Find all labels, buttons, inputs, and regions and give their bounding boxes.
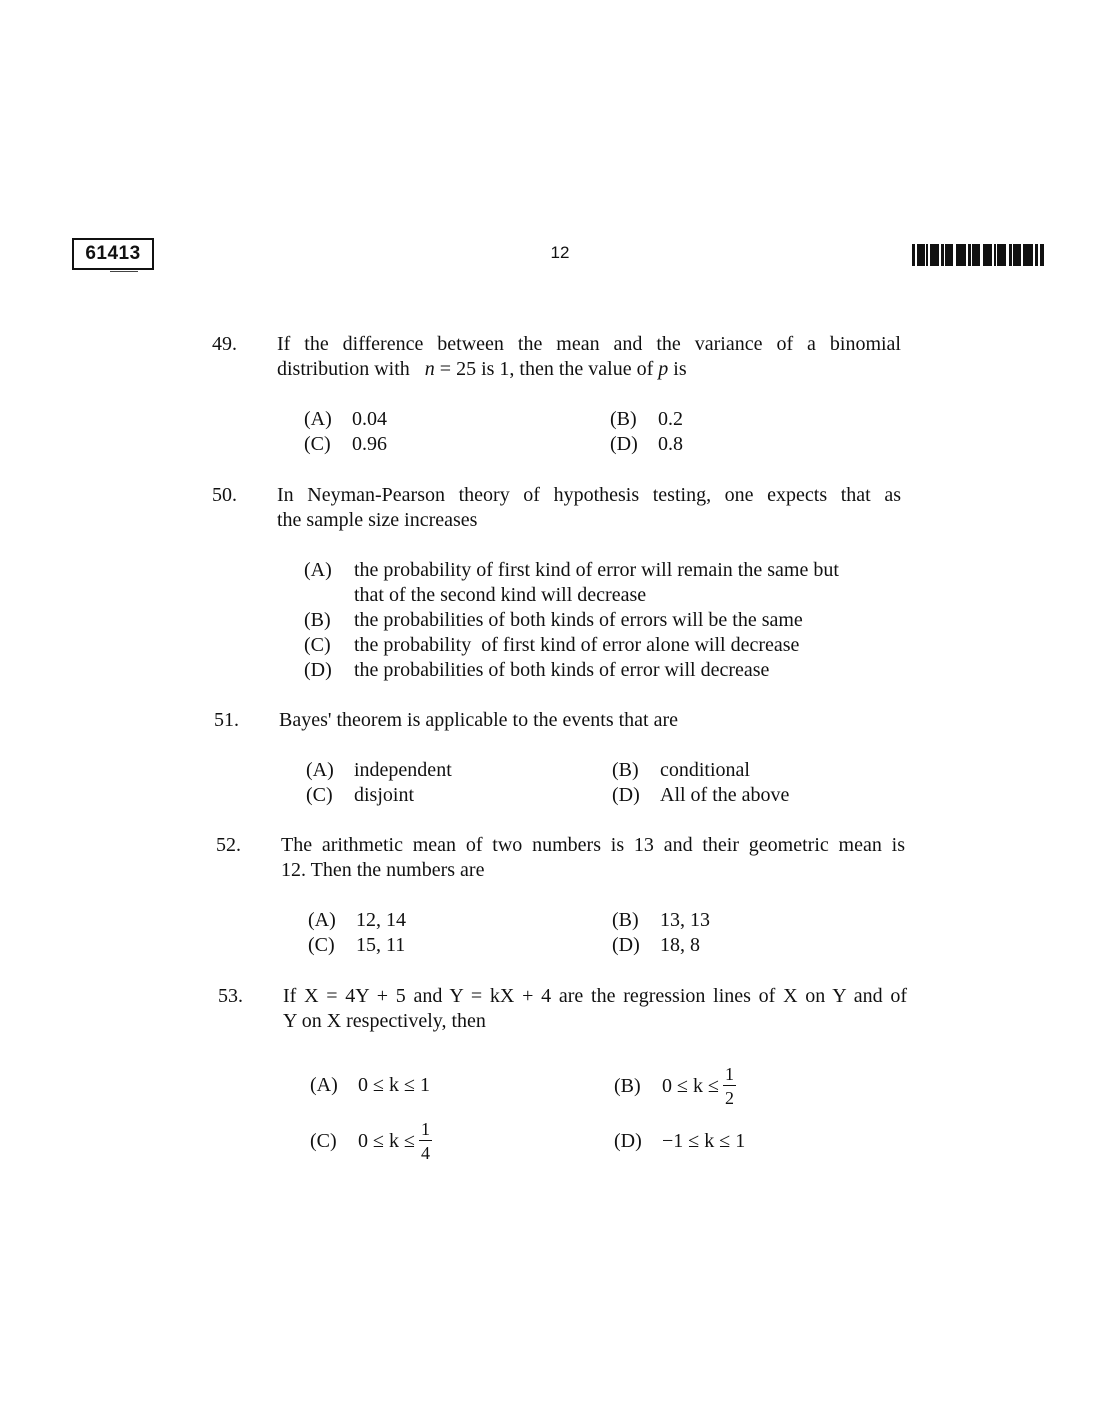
question-52-text-line1: The arithmetic mean of two numbers is 13 and their geometric mean is	[281, 834, 905, 856]
question-49-text-part: is	[668, 358, 687, 380]
question-53-option-d[interactable]	[614, 1129, 745, 1154]
option-label: (B)	[612, 759, 639, 781]
option-label: (D)	[614, 1130, 642, 1152]
question-50-option-b[interactable]	[304, 608, 904, 633]
question-50-option-c[interactable]	[304, 633, 904, 658]
question-52-option-a[interactable]	[308, 908, 406, 933]
option-label: (A)	[304, 408, 332, 430]
fraction	[419, 1120, 432, 1162]
question-50-option-d[interactable]	[304, 658, 904, 683]
option-text: 0 ≤ k ≤	[662, 1074, 719, 1097]
question-49-text-part: distribution with	[277, 358, 410, 380]
question-53-option-c[interactable]	[310, 1115, 432, 1167]
fraction-numerator: 1	[724, 1064, 734, 1084]
question-49-var-p: p	[658, 358, 669, 380]
question-51-option-d[interactable]	[612, 783, 789, 808]
question-52-text-line2: 12. Then the numbers are	[281, 859, 485, 881]
fraction	[723, 1065, 736, 1107]
option-label: (B)	[614, 1074, 641, 1097]
option-text: 13, 13	[660, 909, 710, 931]
question-52-option-c[interactable]	[308, 933, 405, 958]
option-label: (C)	[304, 433, 331, 455]
question-52-option-b[interactable]	[612, 908, 710, 933]
barcode-image	[912, 244, 1044, 266]
option-label: (C)	[306, 784, 333, 806]
option-text: 0 ≤ k ≤ 1	[358, 1074, 430, 1096]
paper-code: 61413	[85, 243, 141, 264]
option-label: (D)	[612, 784, 640, 806]
option-text: conditional	[660, 759, 750, 781]
question-49-option-c[interactable]	[304, 432, 387, 457]
question-50-option-a[interactable]	[304, 558, 904, 608]
question-53-option-b[interactable]	[614, 1060, 736, 1112]
option-text: 15, 11	[356, 934, 406, 956]
option-text: 0.2	[658, 408, 683, 430]
question-49-text-part: = 25 is 1, then the value of	[434, 358, 659, 380]
option-label: (A)	[308, 909, 336, 931]
question-53-number: 53.	[218, 985, 243, 1007]
option-text: the probability of first kind of error will remain the same but that of the second kind will decrease	[354, 559, 839, 606]
option-text: All of the above	[660, 784, 790, 806]
question-53-text-line2: Y on X respectively, then	[283, 1010, 486, 1032]
option-text: −1 ≤ k ≤ 1	[662, 1130, 746, 1152]
option-text: 0 ≤ k ≤	[358, 1129, 415, 1152]
fraction-denominator: 2	[724, 1088, 734, 1108]
question-49-option-b[interactable]	[610, 407, 683, 432]
fraction-denominator: 4	[420, 1143, 430, 1163]
question-52-option-d[interactable]	[612, 933, 700, 958]
question-49-var-n: n	[424, 358, 435, 380]
option-label: (C)	[308, 934, 335, 956]
option-text: 12, 14	[356, 909, 406, 931]
paper-code-underline	[110, 271, 138, 272]
question-49-option-a[interactable]	[304, 407, 387, 432]
option-text: 0.96	[352, 433, 387, 455]
option-text: independent	[354, 759, 452, 781]
option-label: (B)	[612, 909, 639, 931]
question-52-number: 52.	[216, 834, 241, 856]
option-label: (D)	[304, 659, 332, 681]
page-number: 12	[550, 243, 570, 262]
option-label: (C)	[310, 1129, 337, 1152]
question-51-text-line1: Bayes' theorem is applicable to the events that are	[279, 709, 679, 731]
option-text: disjoint	[354, 784, 415, 806]
question-51-option-b[interactable]	[612, 758, 750, 783]
paper-code-box	[72, 238, 154, 270]
option-label: (D)	[612, 934, 640, 956]
question-51-number: 51.	[214, 709, 239, 731]
option-label: (A)	[306, 759, 334, 781]
question-49-option-d[interactable]	[610, 432, 683, 457]
fraction-numerator: 1	[420, 1119, 430, 1139]
question-51-option-c[interactable]	[306, 783, 414, 808]
question-50-number: 50.	[212, 484, 237, 506]
option-text: the probabilities of both kinds of errors will be the same	[354, 609, 803, 631]
option-text: the probability of first kind of error alone will decrease	[354, 634, 800, 656]
option-label: (B)	[304, 609, 331, 631]
question-50-text-line2: the sample size increases	[277, 509, 478, 531]
option-label: (A)	[310, 1074, 338, 1096]
option-label: (B)	[610, 408, 637, 430]
question-53-text-line1: If X = 4Y + 5 and Y = kX + 4 are the regression lines of X on Y and of	[283, 985, 907, 1007]
option-text: 0.8	[658, 433, 683, 455]
option-label: (C)	[304, 634, 331, 656]
question-53-option-a[interactable]	[310, 1073, 430, 1098]
option-label: (A)	[304, 559, 332, 581]
question-49-text-line1: If the difference between the mean and the variance of a binomial	[277, 333, 901, 355]
option-text: 18, 8	[660, 934, 700, 956]
question-51-option-a[interactable]	[306, 758, 452, 783]
question-49-text-line2	[277, 357, 901, 382]
question-49-number: 49.	[212, 333, 237, 355]
question-50-text-line1: In Neyman-Pearson theory of hypothesis testing, one expects that as	[277, 484, 901, 506]
option-text: the probabilities of both kinds of error will decrease	[354, 659, 770, 681]
option-text: 0.04	[352, 408, 387, 430]
option-label: (D)	[610, 433, 638, 455]
